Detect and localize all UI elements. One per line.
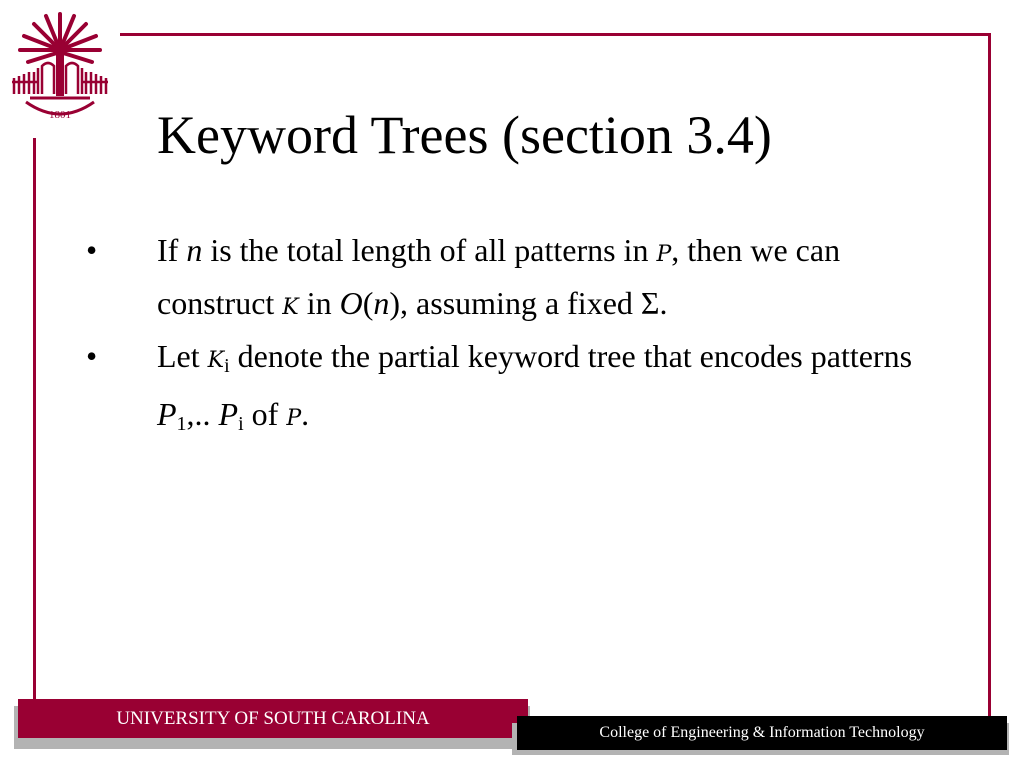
bullet-marker-1: •: [86, 232, 98, 268]
frame-right-line: [988, 33, 991, 719]
university-banner: [18, 699, 528, 738]
college-banner: [517, 716, 1007, 750]
bullet-text-1: If n is the total length of all patterns in P, then we can construct K in O(n), assuming a fixed Σ.: [157, 232, 841, 321]
frame-left-line: [33, 138, 36, 700]
university-name: UNIVERSITY OF SOUTH CAROLINA: [116, 707, 430, 729]
logo-year: 1801: [49, 109, 71, 121]
bullet-marker-2: •: [86, 338, 98, 374]
frame-top-line: [120, 33, 990, 36]
bullet-text-2: Let $K_i$ denote the partial keyword tree that encodes patterns $P_1$,.. $P_i$ of P.: [157, 338, 913, 435]
university-palmetto-logo: [8, 8, 112, 128]
slide-title: Keyword Trees (section 3.4): [157, 105, 772, 165]
college-name: College of Engineering & Information Technology: [599, 724, 925, 741]
